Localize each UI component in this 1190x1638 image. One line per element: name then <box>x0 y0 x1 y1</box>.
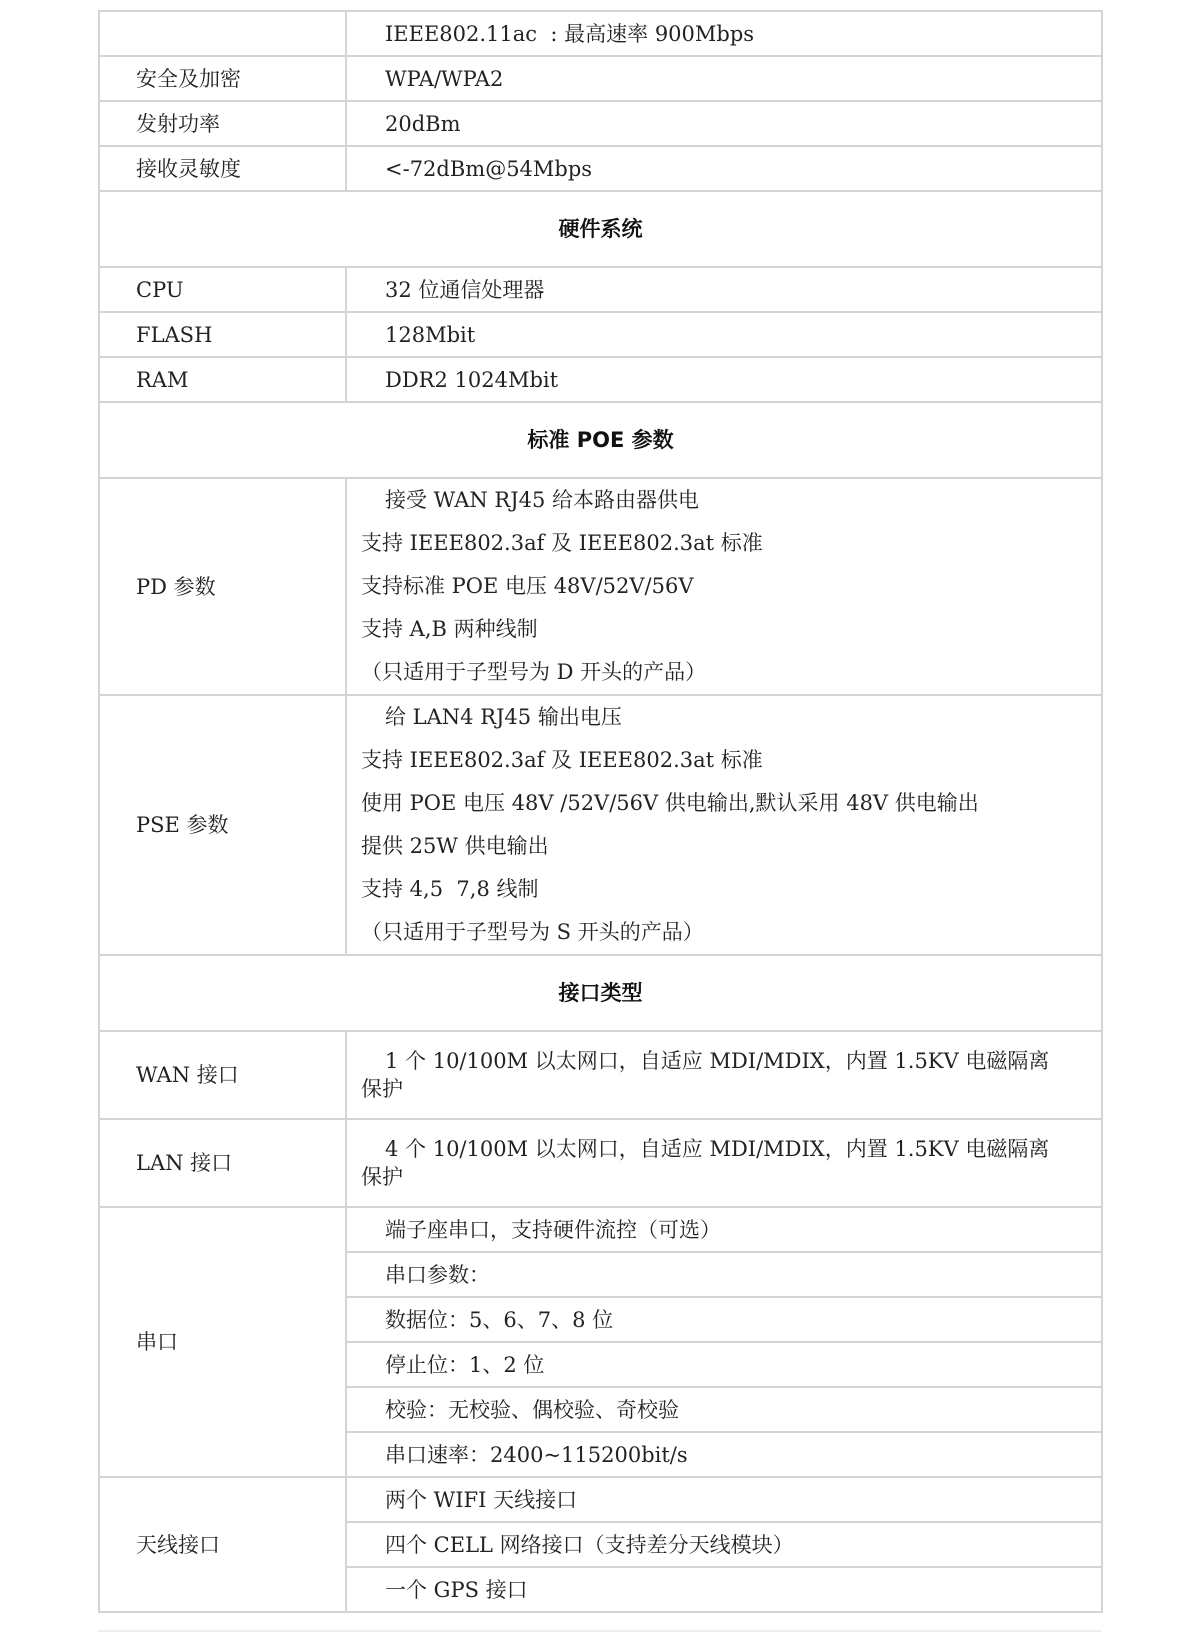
row-value: 32 位通信处理器 <box>346 267 1102 312</box>
table-row <box>99 312 1102 357</box>
serial-row: 串口速率：2400~115200bit/s <box>346 1432 1102 1477</box>
row-label: 发射功率 <box>99 101 346 146</box>
page-bottom-divider <box>98 1630 1101 1632</box>
serial-row: 数据位：5、6、7、8 位 <box>346 1297 1102 1342</box>
pse-line: 支持 IEEE802.3af 及 IEEE802.3at 标准 <box>361 748 763 772</box>
table-row <box>99 478 1102 695</box>
pse-params <box>346 695 1102 955</box>
table-row <box>99 1031 1102 1119</box>
serial-row: 串口参数： <box>346 1252 1102 1297</box>
row-value: 128Mbit <box>346 312 1102 357</box>
row-label: CPU <box>99 267 346 312</box>
pse-line: （只适用于子型号为 S 开头的产品） <box>361 920 704 944</box>
section-title-poe: 标准 POE 参数 <box>99 402 1102 478</box>
pd-line: 支持 IEEE802.3af 及 IEEE802.3at 标准 <box>361 531 763 555</box>
pd-line: 支持 A,B 两种线制 <box>361 617 538 641</box>
row-label: 接收灵敏度 <box>99 146 346 191</box>
pd-line: （只适用于子型号为 D 开头的产品） <box>361 660 707 684</box>
section-title-interface: 接口类型 <box>99 955 1102 1031</box>
pse-line: 给 LAN4 RJ45 输出电压 <box>385 705 622 729</box>
table-row <box>99 1477 1102 1522</box>
serial-row: 停止位：1、2 位 <box>346 1342 1102 1387</box>
lan-line: 保护 <box>361 1165 403 1189</box>
pse-line: 使用 POE 电压 48V /52V/56V 供电输出,默认采用 48V 供电输出 <box>361 791 979 815</box>
row-label: 串口 <box>99 1207 346 1477</box>
antenna-row: 四个 CELL 网络接口（支持差分天线模块） <box>346 1522 1102 1567</box>
row-label: LAN 接口 <box>99 1119 346 1207</box>
table-row <box>99 695 1102 955</box>
row-value: 20dBm <box>346 101 1102 146</box>
serial-row: 端子座串口，支持硬件流控（可选） <box>346 1207 1102 1252</box>
section-row <box>99 402 1102 478</box>
table-row <box>99 1207 1102 1252</box>
pse-line: 提供 25W 供电输出 <box>361 834 549 858</box>
row-value: <-72dBm@54Mbps <box>346 146 1102 191</box>
lan-desc <box>346 1119 1102 1207</box>
pd-line: 接受 WAN RJ45 给本路由器供电 <box>385 488 700 512</box>
pse-line: 支持 4,5 7,8 线制 <box>361 877 539 901</box>
wan-line: 保护 <box>361 1077 403 1101</box>
row-label: PSE 参数 <box>99 695 346 955</box>
row-label: RAM <box>99 357 346 402</box>
section-row <box>99 191 1102 267</box>
row-label: 安全及加密 <box>99 56 346 101</box>
section-row <box>99 955 1102 1031</box>
wan-desc <box>346 1031 1102 1119</box>
row-label: WAN 接口 <box>99 1031 346 1119</box>
row-label: 天线接口 <box>99 1477 346 1612</box>
row-value: IEEE802.11ac : 最高速率 900Mbps <box>346 11 1102 56</box>
row-label: PD 参数 <box>99 478 346 695</box>
pd-line: 支持标准 POE 电压 48V/52V/56V <box>361 574 694 598</box>
spec-document <box>98 10 1101 1613</box>
row-value: DDR2 1024Mbit <box>346 357 1102 402</box>
row-label: FLASH <box>99 312 346 357</box>
table-row <box>99 146 1102 191</box>
antenna-row: 两个 WIFI 天线接口 <box>346 1477 1102 1522</box>
table-row <box>99 357 1102 402</box>
row-label <box>99 11 346 56</box>
table-row <box>99 267 1102 312</box>
pd-params <box>346 478 1102 695</box>
table-row <box>99 101 1102 146</box>
antenna-row: 一个 GPS 接口 <box>346 1567 1102 1612</box>
serial-row: 校验：无校验、偶校验、奇校验 <box>346 1387 1102 1432</box>
table-row <box>99 56 1102 101</box>
spec-table <box>98 10 1103 1613</box>
wan-line: 1 个 10/100M 以太网口，自适应 MDI/MDIX，内置 1.5KV 电磁隔离 <box>385 1049 1050 1073</box>
section-title-hardware: 硬件系统 <box>99 191 1102 267</box>
table-row <box>99 1119 1102 1207</box>
lan-line: 4 个 10/100M 以太网口，自适应 MDI/MDIX，内置 1.5KV 电磁隔离 <box>385 1137 1050 1161</box>
row-value: WPA/WPA2 <box>346 56 1102 101</box>
table-row <box>99 11 1102 56</box>
